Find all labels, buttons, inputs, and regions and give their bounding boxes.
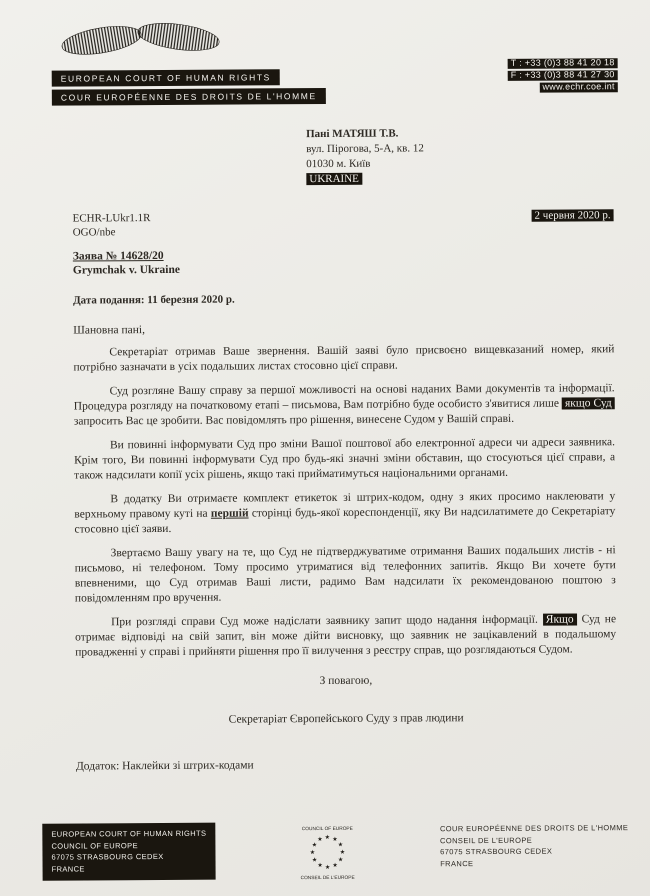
paragraph-6	[75, 612, 616, 660]
footer-address-fr	[440, 822, 629, 870]
letter-content	[73, 209, 617, 772]
letterhead	[37, 12, 618, 109]
case-name: Grymchak v. Ukraine	[72, 263, 180, 277]
star-icon: ★	[338, 857, 344, 864]
star-icon: ★	[338, 842, 344, 849]
website-text: www.echr.coe.int	[539, 82, 617, 92]
salutation: Шановна пані,	[73, 324, 145, 337]
reference-row	[73, 209, 614, 224]
enclosure-note: Додаток: Наклейки зі штрих-кодами	[75, 759, 254, 773]
paragraph-2-text-cont: запросить Вас це зробити. Вас повідомлять про рішення, винесене Судом у Вашій справі.	[73, 412, 515, 428]
application-number: Заява № 14628/20	[72, 249, 164, 263]
reference-code: ECHR-LUkr1.1R	[72, 212, 151, 225]
footer-left-line: FRANCE	[51, 864, 85, 874]
contact-block	[508, 58, 618, 94]
org-name-fr: COUR EUROPÉENNE DES DROITS DE L'HOMME	[52, 88, 326, 106]
coe-label-en: COUNCIL OF EUROPE	[302, 826, 354, 833]
paragraph-4-text-cont: сторінці будь-якої кореспонденції, яку Ви надсилатимете до Секретаріату стосовно цієї заяви.	[74, 505, 616, 536]
letter-footer	[42, 820, 628, 889]
coe-label-fr: CONSEIL DE L'EUROPE	[300, 875, 356, 882]
echr-brand	[51, 14, 325, 109]
org-name-en: EUROPEAN COURT OF HUMAN RIGHTS	[52, 69, 280, 86]
stars-circle-icon	[310, 834, 346, 871]
footer-left-line: 67075 STRASBOURG CEDEX	[51, 852, 164, 862]
star-icon: ★	[312, 842, 318, 849]
letter-date: 2 червня 2020 р.	[531, 209, 613, 222]
paragraph-6-text-cont: Суд не отримає відповіді на свій запит, він може дійти висновку, що заявник не зацікавлений в подальшому провадженні у справі і прийняти рішення про її вилучення з реєстру справ, що розглядаються Судом.	[75, 613, 617, 659]
paragraph-3: Ви повинні інформувати Суд про зміни Вашої поштової або електронної адреси чи адреси заявника. Крім того, Ви повинні інформувати Суд про будь-які значні зміни обставин, що стосуються цієї справи, а також надсилати копії усіх рішень, якщо такі прийматимуться національними органами.	[74, 436, 616, 482]
council-of-europe-logo	[283, 824, 373, 888]
fax-line: F : +33 (0)3 88 41 27 30	[508, 70, 618, 81]
paragraph-2-text: Суд розгляне Вашу справу за першої можливості на основі наданих Вами документів та інформації. Процедура розгляду на початковому етапі – письмова, Вам потрібно буде особисто з'явитися лише	[73, 382, 615, 413]
closing-phrase: З повагою,	[319, 674, 373, 688]
paragraph-4-emphasis: першій	[210, 507, 249, 520]
footer-left-line: EUROPEAN COURT OF HUMAN RIGHTS	[51, 828, 207, 839]
star-icon: ★	[310, 850, 316, 857]
recipient-street: вул. Пірогова, 5-А, кв. 12	[306, 142, 424, 156]
paragraph-4	[74, 489, 615, 537]
reference-initials: OGO/nbe	[72, 226, 116, 239]
star-icon: ★	[340, 849, 346, 856]
echr-logo-icon	[57, 14, 325, 67]
star-icon: ★	[312, 857, 318, 864]
footer-left-line: COUNCIL OF EUROPE	[51, 840, 138, 851]
footer-right-line: 67075 STRASBOURG CEDEX	[440, 846, 553, 857]
signature-line: Секретаріат Європейського Суду з прав людини	[228, 712, 464, 726]
star-icon: ★	[325, 834, 331, 842]
recipient-country: UKRAINE	[306, 173, 362, 185]
paragraph-4-text: В додатку Ви отримаєте комплект етикеток зі штрих-кодом, одну з яких просимо наклеювати у верхньому правому куті на	[74, 490, 616, 521]
footer-address-en	[42, 823, 215, 881]
paragraph-1: Секретаріат отримав Ваше звернення. Вашій заяві було присвоєно вищевказаний номер, який потрібно зазначати в усіх подальших листах стосовно цієї справи.	[73, 343, 615, 374]
paragraph-6-inverted-text: Якщо	[543, 613, 577, 625]
recipient-address	[306, 125, 618, 187]
paragraph-6-text: При розгляді справи Суд може надіслати заявнику запит щодо надання інформації.	[111, 613, 543, 629]
star-icon: ★	[325, 864, 331, 872]
footer-right-line: CONSEIL DE L'EUROPE	[440, 835, 533, 845]
recipient-city: 01030 м. Київ	[306, 157, 371, 171]
recipient-name: Пані МАТЯШ Т.В.	[306, 127, 399, 141]
lodged-date: Дата подання: 11 березня 2020 р.	[73, 293, 235, 307]
star-icon: ★	[332, 836, 338, 843]
paragraph-5: Звертаємо Вашу увагу на те, що Суд не підтверджуватиме отримання Ваших подальших листів - ні письмово, ні телефоном. Тому просимо утриматися від телефонних запитів. Якщо Ви хочете бути впевненими, що Суд отримав Ваші листи, радимо Вам надсилати їх рекомендованою поштою з повідомленням про вручення.	[74, 544, 616, 605]
star-icon: ★	[317, 863, 324, 870]
paragraph-2-inverted-text: якщо Суд	[562, 397, 615, 409]
star-icon: ★	[332, 862, 339, 869]
footer-right-line: COUR EUROPÉENNE DES DROITS DE L'HOMME	[439, 823, 629, 834]
footer-right-line: FRANCE	[440, 858, 474, 869]
star-icon: ★	[317, 837, 323, 844]
paragraph-2	[74, 381, 615, 429]
phone-line: T : +33 (0)3 88 41 20 18	[508, 58, 618, 69]
